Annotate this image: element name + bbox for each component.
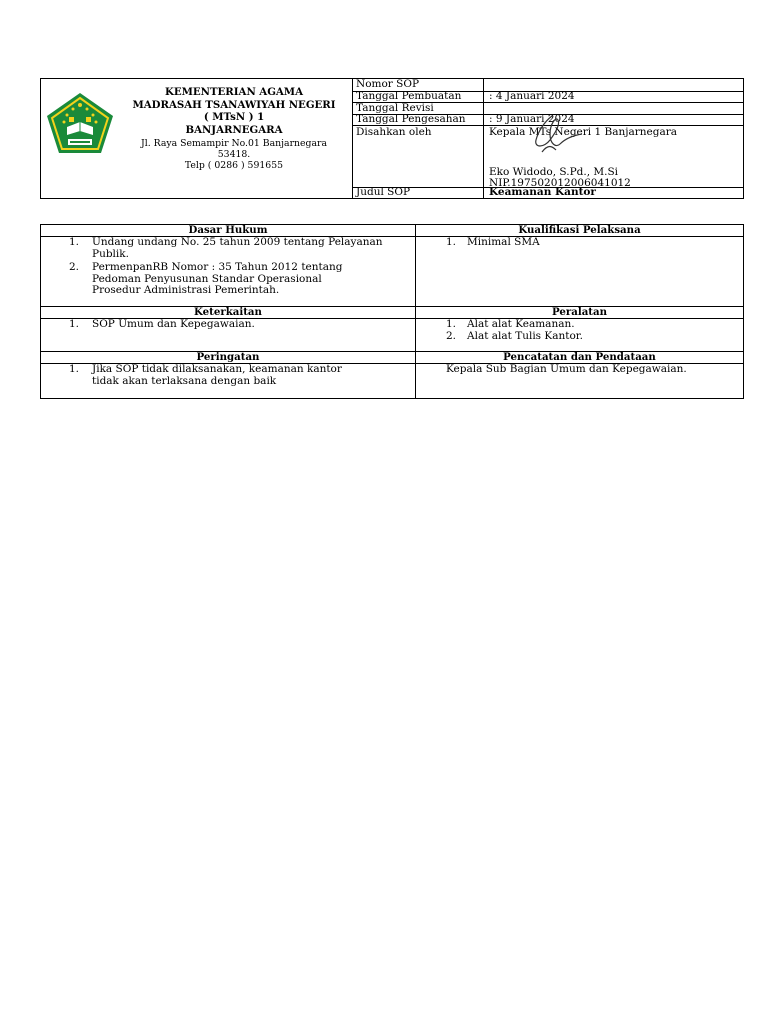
kualifikasi-list xyxy=(416,237,736,249)
judul-sop-value: Keamanan Kantor xyxy=(489,186,596,198)
pencatatan-title: Pencatatan dan Pendataan xyxy=(503,351,656,363)
school-city: BANJARNEGARA xyxy=(185,123,283,136)
school-abbr: ( MTsN ) 1 xyxy=(203,111,265,123)
address-line-2: 53418. xyxy=(217,149,251,160)
item-number: 2. xyxy=(69,261,80,273)
kemenag-logo-icon xyxy=(45,91,115,155)
row-judul-sop xyxy=(352,188,743,198)
item-text: Jika SOP tidak dilaksanakan, keamanan kantor tidak akan terlaksana dengan baik xyxy=(92,363,342,387)
list-item xyxy=(41,364,411,387)
list-item xyxy=(416,331,736,343)
sop-meta-table xyxy=(352,79,743,198)
ministry-name: KEMENTERIAN AGAMA xyxy=(164,86,303,98)
sop-header-table xyxy=(40,78,744,199)
dasar-hukum-list xyxy=(41,237,411,297)
nomor-sop-label: Nomor SOP xyxy=(356,78,420,90)
row-disahkan-oleh xyxy=(352,126,743,188)
list-item xyxy=(41,237,411,260)
item-number: 1. xyxy=(69,236,80,248)
disahkan-nip: NIP.197502012006041012 xyxy=(489,177,631,189)
item-text: Alat alat Keamanan. xyxy=(467,318,575,330)
pencatatan-text: Kepala Sub Bagian Umum dan Kepegawaian. xyxy=(446,363,687,375)
list-item xyxy=(416,237,736,249)
disahkan-label: Disahkan oleh xyxy=(356,126,432,138)
item-text: PermenpanRB Nomor : 35 Tahun 2012 tentang Pedoman Penyusunan Standar Operasional Prosedur Administrasi Pemerintah. xyxy=(92,261,343,296)
keterkaitan-title: Keterkaitan xyxy=(194,306,262,318)
item-number: 2. xyxy=(446,329,457,342)
signature-icon xyxy=(522,114,592,154)
disahkan-position: Kepala MTs Negeri 1 Banjarnegara xyxy=(489,126,678,138)
address-line-1: Jl. Raya Semampir No.01 Banjarnegara xyxy=(141,138,327,149)
item-number: 1. xyxy=(69,318,80,330)
item-text: Minimal SMA xyxy=(467,236,540,248)
phone-number: Telp ( 0286 ) 591655 xyxy=(184,160,284,171)
item-text: Alat alat Tulis Kantor. xyxy=(467,329,584,342)
tanggal-pengesahan-label: Tanggal Pengesahan xyxy=(356,113,466,125)
peringatan-list xyxy=(41,364,411,387)
tanggal-revisi-label: Tanggal Revisi xyxy=(356,102,434,114)
tanggal-pembuatan-value: : 4 Januari 2024 xyxy=(489,90,575,102)
school-name: MADRASAH TSANAWIYAH NEGERI xyxy=(132,98,336,111)
tanggal-pembuatan-label: Tanggal Pembuatan xyxy=(356,90,462,102)
item-number: 1. xyxy=(69,363,80,375)
item-number: 1. xyxy=(446,236,457,248)
judul-sop-label: Judul SOP xyxy=(356,186,411,198)
sop-detail-table xyxy=(40,224,744,399)
list-item xyxy=(41,262,411,297)
disahkan-name: Eko Widodo, S.Pd., M.Si xyxy=(489,166,619,178)
tanggal-pengesahan-value: : 9 Januari 2024 xyxy=(489,113,575,125)
item-number: 1. xyxy=(446,318,457,330)
peralatan-list xyxy=(416,319,736,342)
item-text: Undang undang No. 25 tahun 2009 tentang Pelayanan Publik. xyxy=(92,236,383,260)
keterkaitan-list xyxy=(41,319,411,331)
list-item xyxy=(41,319,411,331)
institution-text xyxy=(121,86,347,171)
kualifikasi-title: Kualifikasi Pelaksana xyxy=(518,224,641,236)
item-text: SOP Umum dan Kepegawaian. xyxy=(92,318,255,330)
institution-block xyxy=(41,79,353,198)
peralatan-title: Peralatan xyxy=(551,306,608,318)
peringatan-title: Peringatan xyxy=(196,351,260,363)
dasar-hukum-title: Dasar Hukum xyxy=(188,224,268,236)
